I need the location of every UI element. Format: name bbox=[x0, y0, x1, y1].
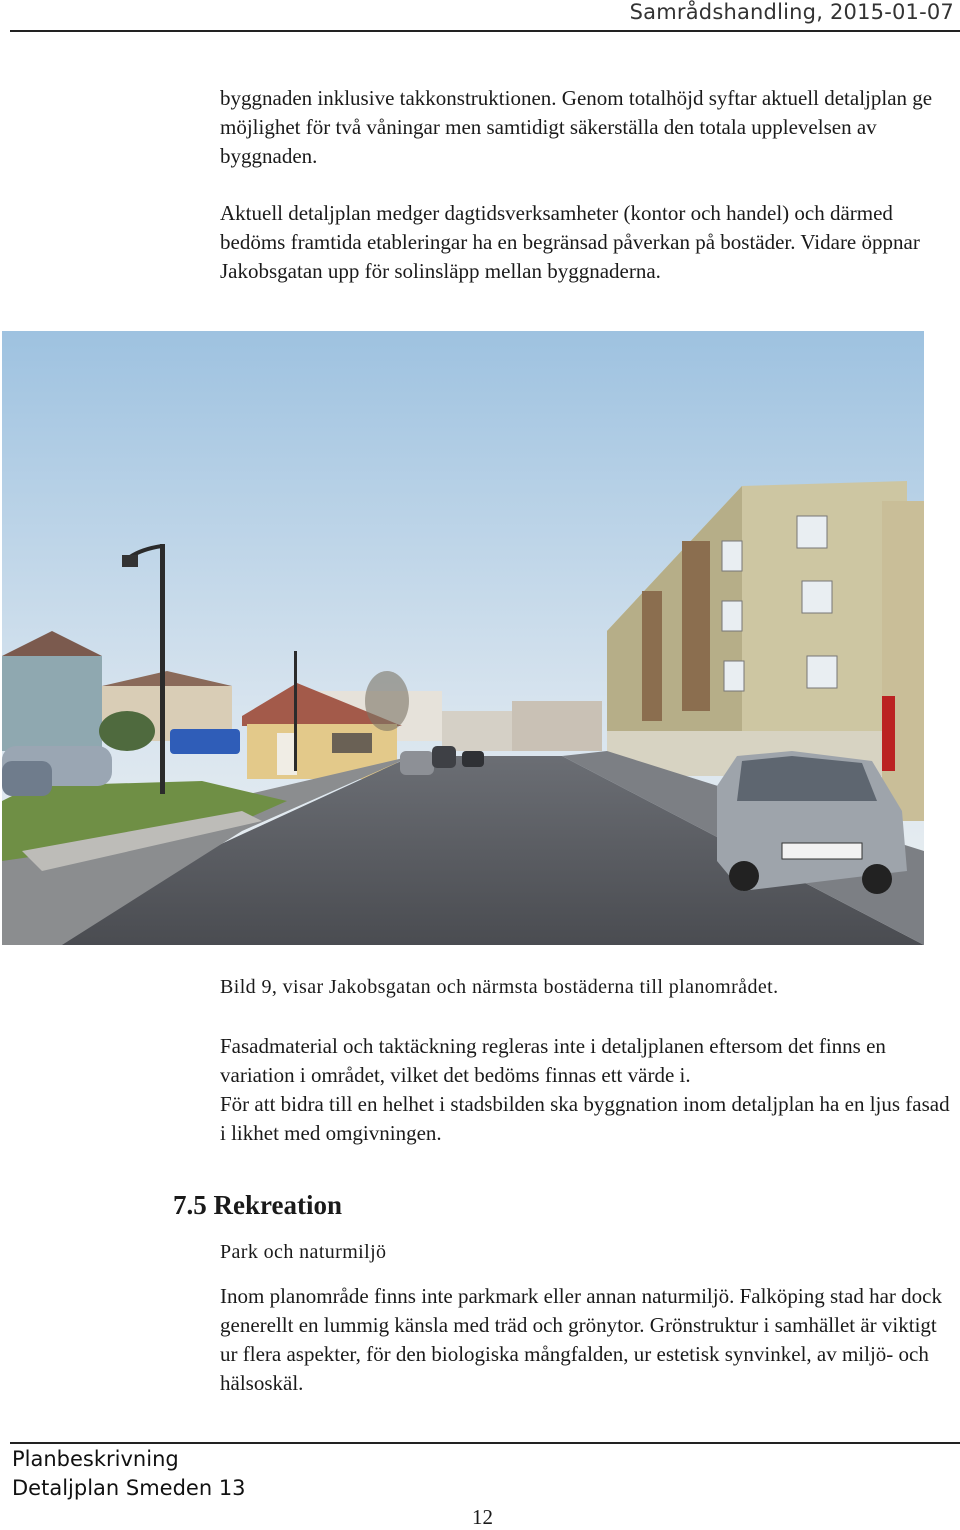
silver-car bbox=[717, 751, 907, 894]
paragraph-building-height: byggnaden inklusive takkonstruktionen. Genom totalhöjd syftar aktuell detaljplan ge möjlighet för två våningar men samtidigt säkerställa den totala upplevelsen av byggnaden. bbox=[220, 86, 933, 168]
document-header-title: Samrådshandling, 2015-01-07 bbox=[629, 0, 954, 24]
street-photo-illustration bbox=[2, 331, 924, 945]
section-heading: 7.5 Rekreation bbox=[173, 1190, 342, 1220]
paragraph-park-nature: Inom planområde finns inte parkmark eller annan naturmiljö. Falköping stad har dock generellt en lummig känsla med träd och grönytor. Grönstruktur i samhället är viktigt ur flera aspekter, för den biologiska mångfalden, ur estetisk synvinkel, av miljö- och hälsoskäl. bbox=[220, 1284, 942, 1395]
flag-banner bbox=[882, 696, 895, 771]
bus bbox=[170, 729, 240, 754]
footer-divider bbox=[10, 1442, 960, 1444]
footer-plan-name: Detaljplan Smeden 13 bbox=[12, 1476, 246, 1500]
section-subheading: Park och naturmiljö bbox=[220, 1241, 387, 1263]
figure-caption: Bild 9, visar Jakobsgatan och närmsta bostäderna till planområdet. bbox=[220, 976, 779, 998]
paragraph-daytime-activities: Aktuell detaljplan medger dagtidsverksamheter (kontor och handel) och därmed bedöms framtida etableringar ha en begränsad påverkan på bostäder. Vidare öppnar Jakobsgatan upp för solinsläpp mellan byggnaderna. bbox=[220, 201, 920, 283]
street-photo bbox=[2, 331, 924, 945]
footer-document-type: Planbeskrivning bbox=[12, 1447, 179, 1471]
header-divider bbox=[10, 30, 960, 32]
page-number: 12 bbox=[472, 1505, 493, 1529]
paragraph-light-facade: För att bidra till en helhet i stadsbilden ska byggnation inom detaljplan ha en ljus fasad i likhet med omgivningen. bbox=[220, 1092, 950, 1145]
paragraph-facade-material: Fasadmaterial och taktäckning regleras inte i detaljplanen eftersom det finns en variation i området, vilket det bedöms finnas ett värde i. bbox=[220, 1034, 886, 1087]
